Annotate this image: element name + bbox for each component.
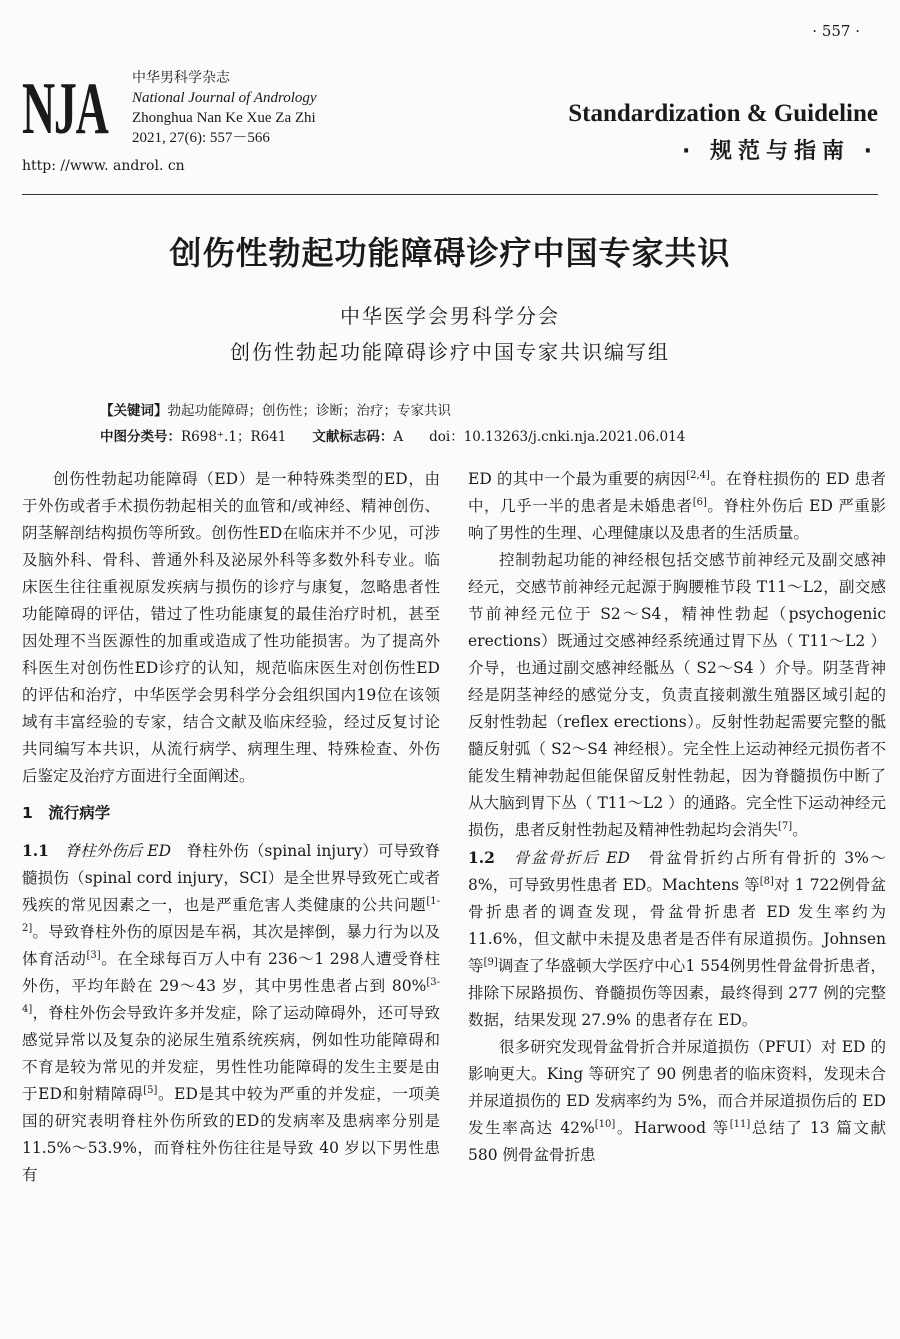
section-label-cn: · 规范与指南 · bbox=[681, 139, 878, 164]
journal-header bbox=[22, 62, 878, 192]
journal-name-pinyin: Zhonghua Nan Ke Xue Za Zhi bbox=[132, 110, 316, 126]
article-metadata bbox=[100, 398, 685, 450]
journal-citation: 2021, 27(6): 557－566 bbox=[132, 130, 270, 146]
citation-ref[interactable]: [2,4] bbox=[686, 469, 710, 481]
citation-ref[interactable]: [3] bbox=[86, 949, 101, 961]
text-run: 总结了 13 篇文献 580 例骨盆骨折患 bbox=[468, 1119, 886, 1164]
header-divider bbox=[22, 194, 878, 195]
paragraph-neural-control bbox=[468, 547, 886, 844]
text-run: 。在脊柱损伤的 ED 患者中，几乎一半的患者是未婚患者 bbox=[468, 470, 886, 515]
text-run: ，脊柱外伤会导致许多并发症，除了运动障碍外，还可导致感觉异常以及复杂的泌尿生殖系统疾病，例如性功能障碍和不育是较为常见的并发症，男性性功能障碍的发生主要是由于ED和射精障碍 bbox=[22, 1004, 440, 1103]
paragraph-pfui bbox=[468, 1034, 886, 1169]
text-run: 对 1 722例骨盆骨折患者的调查发现，骨盆骨折患者 ED 发生率约为 11.6%，但文献中未提及患者是否伴有尿道损伤。Johnsen 等 bbox=[468, 876, 886, 975]
text-run: 。ED是其中较为严重的并发症，一项美国的研究表明脊柱外伤所致的ED的发病率及患病率分别是 11.5%～53.9%，而脊柱外伤往往是导致 40 岁以下男性患有 bbox=[22, 1085, 440, 1184]
subsection-title: 骨盆骨折后 ED bbox=[513, 849, 630, 867]
journal-name-en: National Journal of Andrology bbox=[132, 90, 317, 106]
keywords-label: 【关键词】 bbox=[100, 403, 168, 419]
citation-ref[interactable]: [8] bbox=[759, 875, 774, 887]
citation-ref[interactable]: [7] bbox=[778, 820, 793, 832]
clc-value: R698⁺.1；R641 bbox=[181, 429, 287, 445]
citation-ref[interactable]: [10] bbox=[594, 1118, 616, 1130]
citation-ref[interactable]: [5] bbox=[143, 1084, 158, 1096]
subsection-number: 1.2 bbox=[468, 848, 495, 867]
section-label bbox=[568, 100, 878, 165]
text-run: 调查了华盛顿大学医疗中心1 554例男性骨盆骨折患者，排除下尿路损伤、脊髓损伤等因素，最终得到 277 例的完整数据，结果发现 27.9% 的患者存在 ED。 bbox=[468, 957, 886, 1029]
article-title: 创伤性勃起功能障碍诊疗中国专家共识 bbox=[169, 234, 731, 272]
journal-name-cn: 中华男科学杂志 bbox=[132, 70, 230, 86]
citation-ref[interactable]: [1-2] bbox=[22, 895, 440, 934]
text-run: 很多研究发现骨盆骨折合并尿道损伤（PFUI）对 ED 的影响更大。King 等研究了 90 例患者的临床资料，发现未合并尿道损伤的 ED 发病率约为 5%，而合并尿道损伤后的 ED 发生率高达 42% bbox=[468, 1038, 886, 1137]
section-heading-epidemiology: 1 流行病学 bbox=[22, 804, 111, 822]
author-society: 中华医学会男科学分会 bbox=[340, 304, 560, 328]
text-run: 。Harwood 等 bbox=[615, 1119, 730, 1137]
text-run: 。脊柱外伤后 ED 严重影响了男性的生理、心理健康以及患者的生活质量。 bbox=[468, 497, 886, 542]
journal-logo: NJA bbox=[22, 68, 108, 150]
journal-info bbox=[132, 68, 317, 148]
subsection-number: 1.1 bbox=[22, 841, 49, 860]
subsection-title: 脊柱外伤后 ED bbox=[64, 842, 172, 860]
text-run: 脊柱外伤（spinal injury）可导致脊髓损伤（spinal cord injury，SCI）是全世界导致死亡或者残疾的常见因素之一，也是严重危害人类健康的公共问题 bbox=[22, 842, 440, 914]
citation-ref[interactable]: [3-4] bbox=[22, 976, 440, 1015]
doi[interactable]: doi：10.13263/j.cnki.nja.2021.06.014 bbox=[429, 429, 686, 445]
right-column bbox=[468, 466, 886, 1169]
left-column bbox=[22, 466, 440, 1189]
citation-ref[interactable]: [11] bbox=[729, 1118, 751, 1130]
text-run: ED 的其中一个最为重要的病因 bbox=[468, 470, 687, 488]
journal-url[interactable]: http: //www. androl. cn bbox=[22, 158, 185, 174]
classification-line bbox=[100, 424, 685, 450]
text-run: 控制勃起功能的神经根包括交感节前神经元及副交感神经元，交感节前神经元起源于胸腰椎节段 T11～L2，副交感节前神经元位于 S2～S4，精神性勃起（psychogenic erections）既通过交感神经系统通过胃下丛（ T11～L2 ）介导，也通过副交感神经骶丛（ S2～S4 ）介导。阴茎背神经是阴茎神经的感觉分支，负责直接刺激生殖器区域引起的反射性勃起（reflex erections）。反射性勃起需要完整的骶髓反射弧（ S2～S4 神经根）。完全性上运动神经元损伤者不能发生精神勃起但能保留反射性勃起，因为脊髓损伤中断了从大脑到胃下丛（ T11～L2 ）的通路。完全性下运动神经元损伤，患者反射性勃起及精神性勃起均会消失 bbox=[468, 551, 886, 839]
intro-paragraph: 创伤性勃起功能障碍（ED）是一种特殊类型的ED，由于外伤或者手术损伤勃起相关的血管和/或神经、精神创伤、阴茎解剖结构损伤等所致。创伤性ED在临床并不少见，可涉及脑外科、骨科、普通外科及泌尿外科等多数外科专业。临床医生往往重视原发疾病与损伤的诊疗与康复，忽略患者性功能障碍的评估，错过了性功能康复的最佳治疗时机，甚至因处理不当医源性的加重或造成了性功能损害。为了提高外科医生对创伤性ED诊疗的认知，规范临床医生对创伤性ED的评估和治疗，中华医学会男科学分会组织国内19位在该领域有丰富经验的专家，结合文献及临床经验，经过反复讨论共同编写本共识，从流行病学、病理生理、特殊检查、外伤后鉴定及治疗方面进行全面阐述。 bbox=[22, 470, 440, 785]
keywords: 勃起功能障碍；创伤性；诊断；治疗；专家共识 bbox=[167, 403, 451, 419]
citation-ref[interactable]: [6] bbox=[692, 496, 707, 508]
text-run: 骨盆骨折约占所有骨折的 3%～8%，可导致男性患者 ED。Machtens 等 bbox=[468, 849, 886, 894]
doc-code-label: 文献标志码： bbox=[312, 429, 394, 445]
text-run: 。导致脊柱外伤的原因是车祸，其次是摔倒，暴力行为以及体育活动 bbox=[22, 923, 440, 968]
author-group: 创伤性勃起功能障碍诊疗中国专家共识编写组 bbox=[230, 340, 670, 364]
text-run: 。在全球每百万人中有 236～1 298人遭受脊柱外伤，平均年龄在 29～43 岁，其中男性患者占到 80% bbox=[22, 950, 440, 995]
keywords-line bbox=[100, 398, 685, 424]
section-label-en: Standardization & Guideline bbox=[568, 100, 878, 127]
citation-ref[interactable]: [9] bbox=[483, 956, 498, 968]
paragraph-1-1 bbox=[22, 837, 440, 1189]
paragraph-1-2 bbox=[468, 844, 886, 1034]
paragraph-continued bbox=[468, 466, 886, 547]
article-authors bbox=[0, 298, 900, 370]
text-run: 。 bbox=[792, 821, 808, 839]
page-number: · 557 · bbox=[812, 22, 860, 40]
doc-code-value: A bbox=[393, 429, 404, 445]
clc-label: 中图分类号： bbox=[100, 429, 181, 445]
